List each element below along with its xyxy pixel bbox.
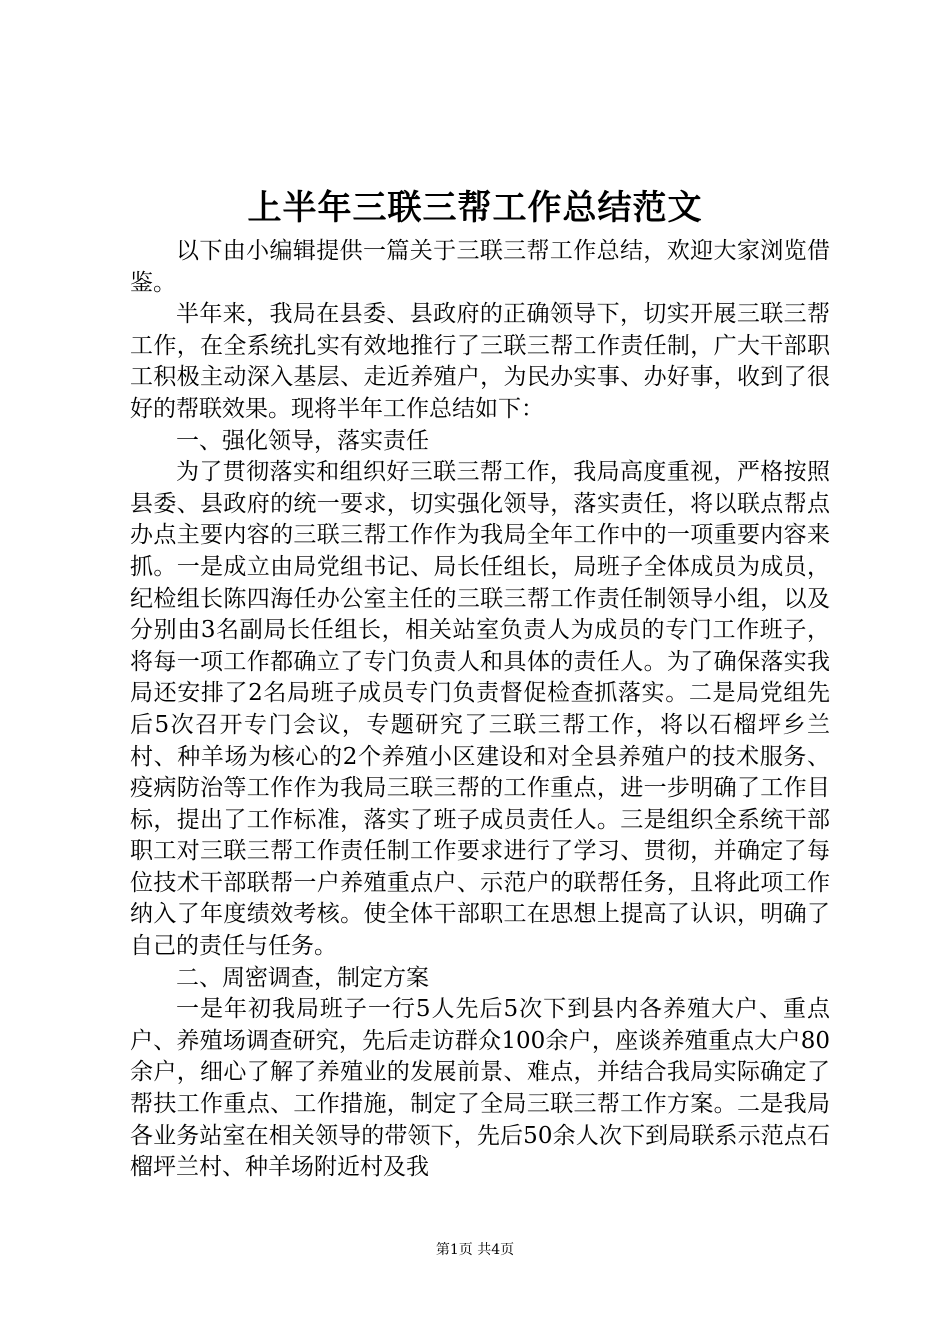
document-title: 上半年三联三帮工作总结范文 [247,188,703,228]
paragraph-overview: 半年来，我局在县委、县政府的正确领导下，切实开展三联三帮工作，在全系统扎实有效地推行了三联三帮工作责任制，广大干部职工积极主动深入基层、走近养殖户，为民办实事、办好事，收到了很好的帮联效果。现将半年工作总结如下： [130,301,830,422]
page-footer: 第1页 共4页 [435,1242,515,1258]
section-heading-1: 一、强化领导，落实责任 [176,427,429,454]
document-body [130,236,830,1184]
paragraph-section-2: 一是年初我局班子一行5人先后5次下到县内各养殖大户、重点户、养殖场调查研究，先后走访群众100余户，座谈养殖重点大户80余户，细心了解了养殖业的发展前景、难点，并结合我局实际确定了帮扶工作重点、工作措施，制定了全局三联三帮工作方案。二是我局各业务站室在相关领导的带领下，先后50余人次下到局联系示范点石榴坪兰村、种羊场附近村及我 [130,996,830,1181]
section-heading-2: 二、周密调查，制定方案 [176,964,429,991]
paragraph-intro: 以下由小编辑提供一篇关于三联三帮工作总结，欢迎大家浏览借鉴。 [130,238,830,296]
paragraph-section-1: 为了贯彻落实和组织好三联三帮工作，我局高度重视，严格按照县委、县政府的统一要求，切实强化领导，落实责任，将以联点帮点办点主要内容的三联三帮工作作为我局全年工作中的一项重要内容来抓。一是成立由局党组书记、局长任组长，局班子全体成员为成员，纪检组长陈四海任办公室主任的三联三帮工作责任制领导小组，以及分别由3名副局长任组长，相关站室负责人为成员的专门工作班子，将每一项工作都确立了专门负责人和具体的责任人。为了确保落实我局还安排了2名局班子成员专门负责督促检查抓落实。二是局党组先后5次召开专门会议，专题研究了三联三帮工作，将以石榴坪乡兰村、种羊场为核心的2个养殖小区建设和对全县养殖户的技术服务、疫病防治等工作作为我局三联三帮的工作重点，进一步明确了工作目标，提出了工作标准，落实了班子成员责任人。三是组织全系统干部职工对三联三帮工作责任制工作要求进行了学习、贯彻，并确定了每位技术干部联帮一户养殖重点户、示范户的联帮任务，且将此项工作纳入了年度绩效考核。使全体干部职工在思想上提高了认识，明确了自己的责任与任务。 [130,459,830,960]
